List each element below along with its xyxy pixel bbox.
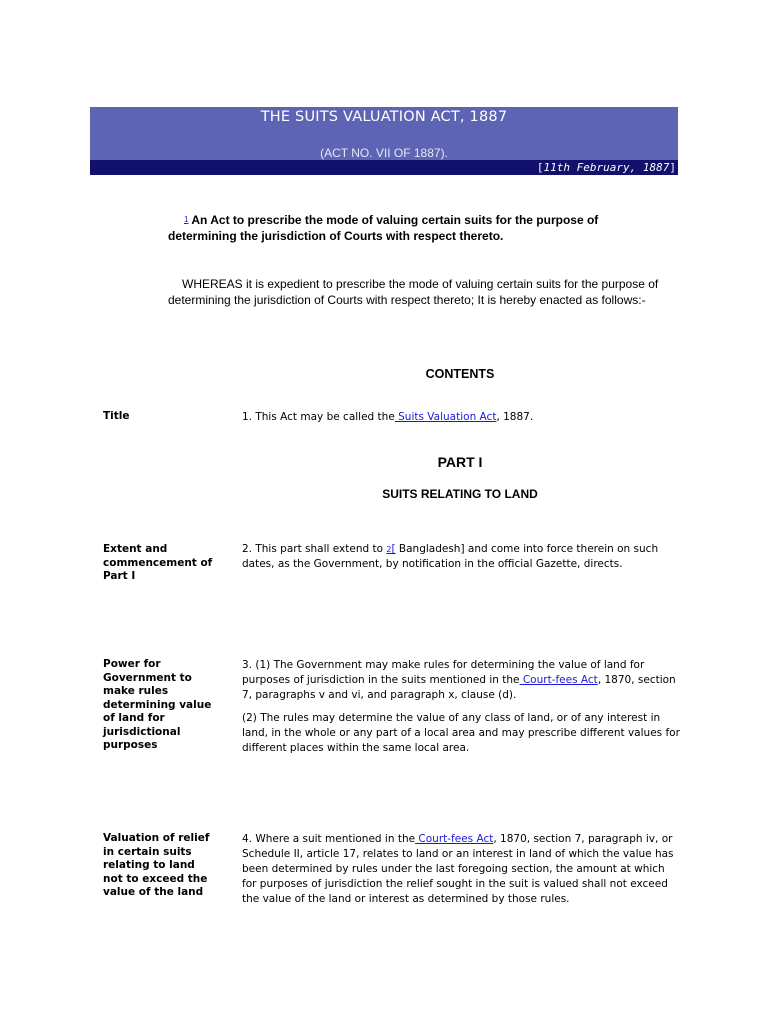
amendment-bracket-link[interactable]: [ <box>391 543 396 555</box>
section-4: 4. Where a suit mentioned in the Court-fees Act, 1870, section 7, paragraph iv, or Schedule II, article 17, relates to land or an interest in land of which the value has been determined by rules under the last foregoing section, the amount at which for purposes of jurisdiction the relief sought in the suit is valued shall not exceed the value of the land or interest as determined by those rules. <box>242 833 674 905</box>
section-2: 2. This part shall extend to $^2$[ Bangladesh] and come into force therein on such dates, as the Government, by notification in the official Gazette, directs. <box>242 543 659 570</box>
part-title: SUITS RELATING TO LAND <box>382 487 538 501</box>
long-title <box>168 212 668 244</box>
long-title-text: An Act to prescribe the mode of valuing certain suits for the purpose of determining the jurisdiction of Courts with respect thereto. <box>168 213 599 243</box>
margin-note-power: Power for Government to make rules determining value of land for jurisdictional purposes <box>103 658 212 751</box>
act-number: (ACT NO. VII OF 1887). <box>320 146 448 160</box>
preamble-text: WHEREAS it is expedient to prescribe the mode of valuing certain suits for the purpose of determining the jurisdiction of Courts with respect thereto; It is hereby enacted as follows:- <box>168 277 659 307</box>
preamble <box>168 277 673 308</box>
date-bar <box>90 160 678 175</box>
court-fees-act-link-2[interactable]: Court-fees Act <box>415 833 494 845</box>
court-fees-act-link-1[interactable]: Court-fees Act <box>519 674 598 686</box>
footnote-link-1[interactable]: 1 <box>184 215 189 224</box>
part-heading: PART I <box>437 454 483 470</box>
section-3 <box>242 658 682 764</box>
suits-valuation-act-link[interactable]: Suits Valuation Act <box>394 411 497 423</box>
enactment-date: [11th February, 1887] <box>536 161 676 174</box>
section-3-para-2: (2) The rules may determine the value of any class of land, or of any interest in land, in the whole or any part of a local area and may prescribe different values for different places within the same local area. <box>242 712 680 754</box>
date-text: 11th February, 1887 <box>543 161 670 174</box>
margin-note-extent: Extent and commencement of Part I <box>103 543 213 582</box>
footnote-link-2[interactable]: 2 <box>386 545 392 554</box>
title-banner <box>90 107 678 175</box>
margin-note-valuation: Valuation of relief in certain suits relating to land not to exceed the value of the land <box>103 832 210 898</box>
section-1: 1. This Act may be called the Suits Valuation Act, 1887. <box>242 411 534 423</box>
contents-heading: CONTENTS <box>425 367 495 381</box>
margin-note-title: Title <box>103 410 130 422</box>
act-title: THE SUITS VALUATION ACT, 1887 <box>260 109 508 125</box>
section-3-para-1: 3. (1) The Government may make rules for determining the value of land for purposes of jurisdiction in the suits mentioned in the Court-fees Act, 1870, section 7, paragraphs v and vi, and paragraph x, clause (d). <box>242 659 676 701</box>
